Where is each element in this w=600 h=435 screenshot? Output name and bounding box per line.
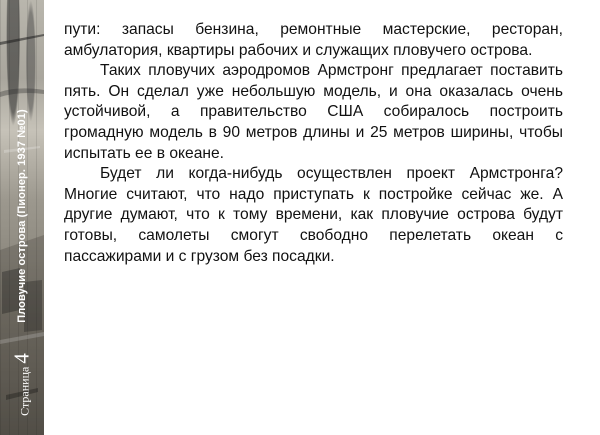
sidebar-photo-strip	[0, 0, 44, 435]
page-word: Страница	[17, 366, 32, 416]
sidebar-title: Пловучие острова (Пионер. 1937 №01)	[16, 109, 28, 323]
article-text	[64, 20, 563, 267]
paragraph-3: Будет ли когда-нибудь осуществлен проект Армстронга? Многие считают, что надо приступать к постройке сейчас же. А другие думают, что к тому времени, как пловучие острова будут готовы, самолеты смогут свободно перелетать океан с пассажирами и с грузом без посадки.	[64, 165, 563, 265]
paragraph-2: Таких пловучих аэродромов Армстронг предлагает поставить пять. Он сделал уже небольшую модель, и она оказалась очень устойчивой, а правительство США собиралось построить громадную модель в 90 метров длины и 25 метров ширины, чтобы испытать ее в океане.	[64, 62, 563, 162]
page-indicator	[10, 325, 35, 435]
paragraph-1: пути: запасы бензина, ремонтные мастерские, ресторан, амбулатория, квартиры рабочих и служащих пловучего острова.	[64, 21, 563, 59]
page-number: 4	[9, 353, 34, 364]
